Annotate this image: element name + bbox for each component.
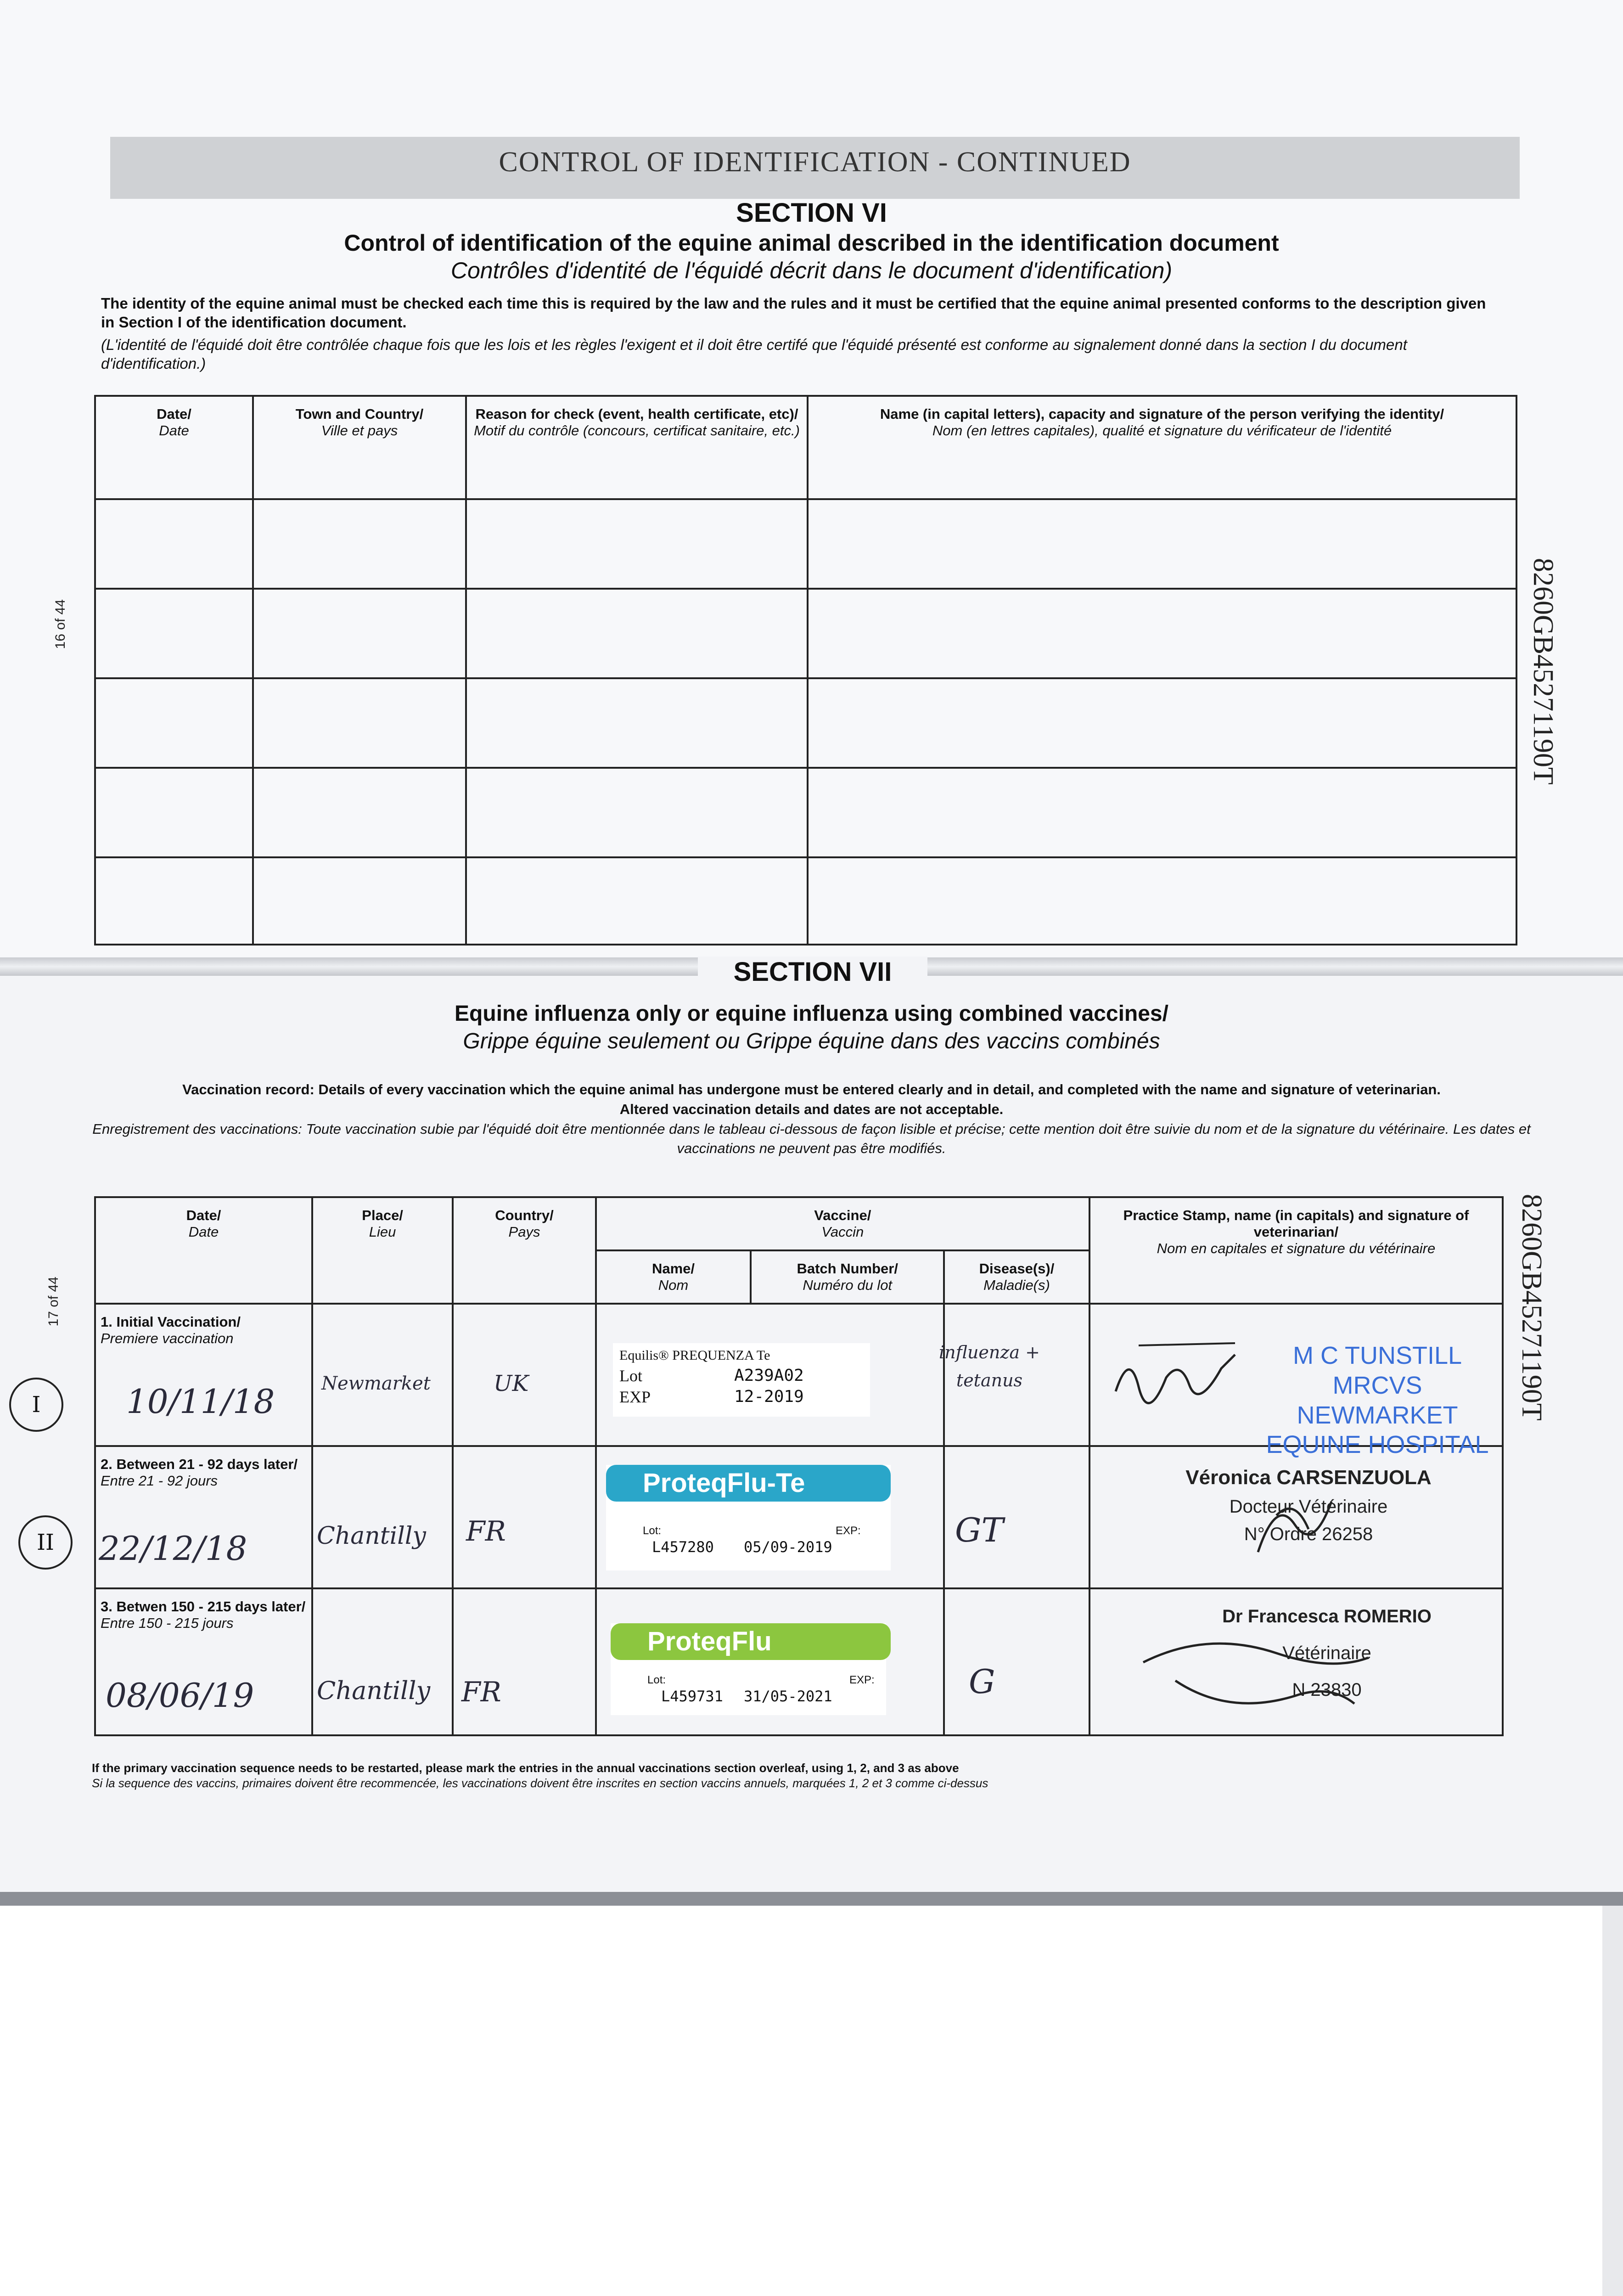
table-row — [95, 589, 1516, 678]
section-6-label: SECTION VI — [736, 198, 887, 228]
row-1-date: 10/11/18 — [126, 1382, 275, 1421]
row-3-label: 3. Betwen 150 - 215 days later/ Entre 150 - 215 jours — [95, 1588, 312, 1735]
cell[interactable] — [253, 589, 466, 678]
cell[interactable] — [466, 678, 808, 768]
row-1-margin-mark: I — [9, 1378, 63, 1432]
lot-value: A239A02 — [734, 1366, 804, 1385]
cell[interactable] — [808, 857, 1516, 945]
cell[interactable] — [253, 678, 466, 768]
cell[interactable] — [95, 857, 253, 945]
cell[interactable] — [253, 857, 466, 945]
cell[interactable] — [95, 768, 253, 857]
table-row — [95, 857, 1516, 945]
row-3-date: 08/06/19 — [106, 1676, 254, 1715]
section-6-paragraph: The identity of the equine animal must be checked each time this is required by the law and the rules and it must be certified that the equine animal presented conforms to the description given in Section I of the identification document. — [101, 295, 1486, 331]
row-1-disease-text: influenza + tetanus — [938, 1342, 1040, 1390]
scanner-background — [0, 1892, 1623, 2296]
table-row — [95, 768, 1516, 857]
exp-label: EXP: — [836, 1525, 861, 1537]
vaccine-name-text: Equilis® PREQUENZA Te — [619, 1348, 770, 1363]
row-1-label: 1. Initial Vaccination/ Premiere vaccination — [95, 1304, 312, 1446]
vet-name: Dr Francesca ROMERIO — [1222, 1606, 1432, 1626]
col-country: Country/ Pays — [453, 1197, 595, 1304]
row-2-place[interactable] — [312, 1446, 453, 1588]
row-2-date: 22/12/18 — [99, 1529, 247, 1568]
cell[interactable] — [253, 499, 466, 589]
footnote: If the primary vaccination sequence needs to be restarted, please mark the entries in the annual vaccinations section overleaf, using 1, 2, and 3 as above — [92, 1761, 959, 1775]
vet-order: N 23830 — [1292, 1680, 1362, 1700]
lot-label: Lot: — [647, 1674, 666, 1686]
cell[interactable] — [808, 499, 1516, 589]
table-row — [95, 499, 1516, 589]
row-2-place-text: Chantilly — [317, 1522, 426, 1550]
col-verifier: Name (in capital letters), capacity and signature of the person verifying the identity/ Nom (en lettres capitales), qualité et signature du vérificateur de l'identité — [808, 396, 1516, 499]
lot-value: L457280 — [652, 1538, 714, 1556]
row-1-stamp-text — [1249, 1341, 1506, 1460]
proteq-te-brand: ProteqFlu-Te — [606, 1465, 891, 1502]
vet-order: N° Ordre 26258 — [1244, 1524, 1373, 1544]
row-3-disease-text: G — [969, 1662, 995, 1701]
section-6-heading-fr: Contrôles d'identité de l'équidé décrit dans le document d'identification) — [450, 258, 1173, 283]
cell[interactable] — [808, 589, 1516, 678]
col-date: Date/ Date — [95, 396, 253, 499]
col-batch-number: Batch Number/ Numéro du lot — [751, 1250, 944, 1304]
vet-title: Docteur Vétérinaire — [1229, 1497, 1388, 1517]
stamp-line-1: M C TUNSTILL MRCVS — [1292, 1342, 1462, 1399]
cell[interactable] — [808, 678, 1516, 768]
row-2-disease-text: GT — [955, 1511, 1004, 1549]
row-2-margin-mark: II — [18, 1515, 73, 1570]
section-6-heading: Control of identification of the equine animal described in the identification document — [344, 230, 1279, 256]
cell[interactable] — [95, 678, 253, 768]
col-disease: Disease(s)/ Maladie(s) — [944, 1250, 1089, 1304]
signature-2 — [1249, 1488, 1341, 1561]
band-title: CONTROL OF IDENTIFICATION - CONTINUED — [499, 146, 1131, 178]
proteq-te-label — [606, 1465, 891, 1570]
section-7-heading-fr: Grippe équine seulement ou Grippe équine dans des vaccins combinés — [463, 1029, 1160, 1053]
row-3-country[interactable] — [453, 1588, 595, 1735]
section-6-paragraph-fr: (L'identité de l'équidé doit être contrôlée chaque fois que les lois et les règles l'exigent et il doit être certifé que l'équidé présenté est conforme au signalement donné dans la section I du document d'identification.) — [101, 336, 1407, 372]
row-3-country-text: FR — [461, 1676, 501, 1708]
stamp-line-3: EQUINE HOSPITAL — [1266, 1431, 1489, 1459]
side-document-id-2: 8260GB45271190T — [1516, 1194, 1547, 1421]
row-3-place-text: Chantilly — [317, 1676, 431, 1705]
row-1-country-text: UK — [494, 1371, 529, 1396]
row-1-place-text: Newmarket — [321, 1373, 431, 1394]
stamp-line-2: NEWMARKET — [1297, 1401, 1458, 1429]
section-7-paragraph-fr: Enregistrement des vaccinations: Toute vaccination subie par l'équidé doit être mentionnée dans le tableau ci-dessous de façon lisible et précise; cette mention doit être suivie du nom et de la signature du vétérinaire. Les dates et vaccinations ne peuvent pas être modifiés. — [92, 1121, 1531, 1156]
row-2-label: 2. Between 21 - 92 days later/ Entre 21 - 92 jours — [95, 1446, 312, 1588]
cell[interactable] — [808, 768, 1516, 857]
equilis-label — [613, 1343, 870, 1417]
section-7-heading: Equine influenza only or equine influenza using combined vaccines/ — [455, 1002, 1168, 1026]
exp-label: EXP: — [849, 1674, 875, 1686]
col-date: Date/ Date — [95, 1197, 312, 1304]
lot-value: L459731 — [661, 1688, 723, 1705]
exp-value: 31/05-2021 — [744, 1688, 832, 1705]
side-document-id: 8260GB45271190T — [1528, 558, 1559, 785]
identification-table — [94, 395, 1517, 945]
row-3-disease[interactable] — [944, 1588, 1089, 1735]
row-2-country-text: FR — [466, 1515, 506, 1548]
cell[interactable] — [466, 499, 808, 589]
section-7-label: SECTION VII — [698, 957, 927, 987]
page-edge — [1602, 1906, 1623, 2296]
cell[interactable] — [95, 589, 253, 678]
col-town-country: Town and Country/ Ville et pays — [253, 396, 466, 499]
col-vaccine-name: Name/ Nom — [596, 1250, 751, 1304]
cell[interactable] — [466, 768, 808, 857]
lot-label: Lot — [619, 1367, 642, 1385]
col-reason: Reason for check (event, health certificate, etc)/ Motif du contrôle (concours, certificat sanitaire, etc.) — [466, 396, 808, 499]
table-row — [95, 678, 1516, 768]
exp-value: 05/09-2019 — [744, 1538, 832, 1556]
col-place: Place/ Lieu — [312, 1197, 453, 1304]
footnote-fr: Si la sequence des vaccins, primaires doivent être recommencée, les vaccinations doivent être inscrites en section vaccins annuels, marquées 1, 2 et 3 comme ci-dessus — [92, 1776, 988, 1790]
col-vaccine: Vaccine/ Vaccin — [596, 1197, 1089, 1250]
vet-name: Véronica CARSENZUOLA — [1185, 1466, 1432, 1489]
exp-label: EXP — [619, 1388, 651, 1406]
page-number-16: 16 of 44 — [53, 599, 68, 649]
section-7-paragraph-2: Altered vaccination details and dates are not acceptable. — [619, 1101, 1004, 1117]
section-7-paragraph: Vaccination record: Details of every vaccination which the equine animal has undergone must be entered clearly and in detail, and completed with the name and signature of veterinarian. — [182, 1081, 1441, 1097]
page-number-17: 17 of 44 — [46, 1277, 61, 1327]
exp-value: 12-2019 — [734, 1387, 804, 1406]
cell[interactable] — [95, 499, 253, 589]
signature-3 — [1139, 1626, 1377, 1717]
col-practice-stamp: Practice Stamp, name (in capitals) and signature of veterinarian/ Nom en capitales et signature du vétérinaire — [1089, 1197, 1503, 1304]
lot-label: Lot: — [643, 1525, 662, 1537]
signature-1 — [1111, 1341, 1240, 1405]
row-3-place[interactable] — [312, 1588, 453, 1735]
cell[interactable] — [466, 857, 808, 945]
cell[interactable] — [253, 768, 466, 857]
proteq-flu-brand: ProteqFlu — [611, 1623, 891, 1660]
cell[interactable] — [466, 589, 808, 678]
proteq-flu-label — [611, 1623, 886, 1715]
vet-title: Vétérinaire — [1282, 1643, 1371, 1663]
